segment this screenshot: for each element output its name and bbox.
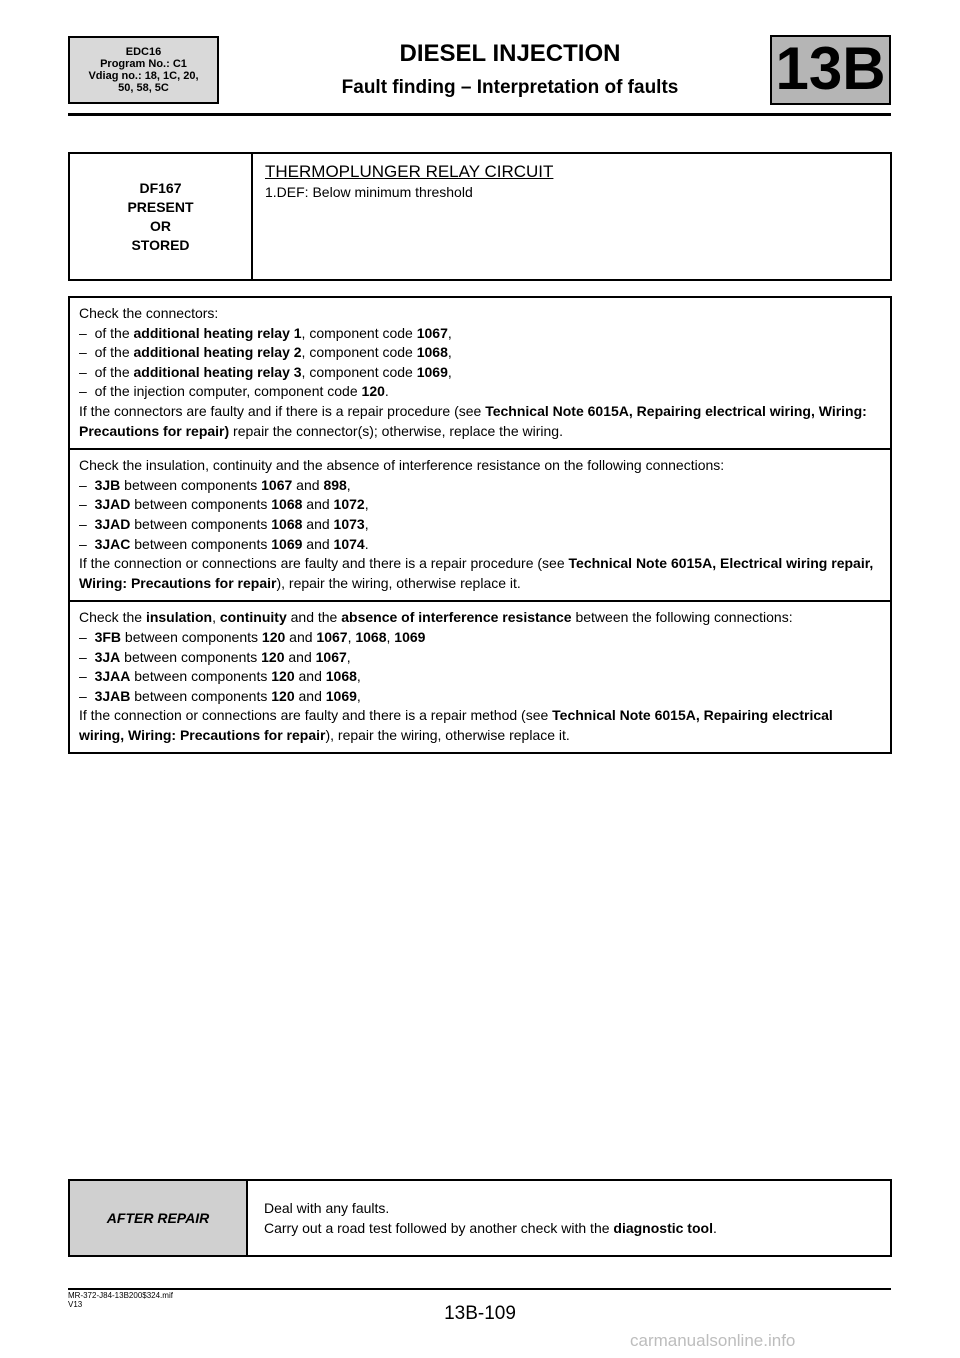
fault-status-line: PRESENT [127,198,194,215]
list-item [79,648,881,668]
text-run: between components [120,476,262,493]
watermark: carmanualsonline.info [630,1331,796,1350]
vehicle-info-line: Vdiag no.: 18, 1C, 20, [88,70,199,82]
doc-ref-file: MR-372-J84-13B200$324.mif [68,1291,173,1300]
emphasis-text: 120 [261,648,285,665]
text-run: between components [130,668,272,685]
vehicle-info-box [68,36,219,104]
list-item [79,476,881,496]
header-divider [68,113,891,116]
emphasis-text: insulation [145,609,213,626]
text-run: between components [130,535,272,552]
text-run: , [212,609,220,626]
text-run: , [356,668,361,685]
text-run: , component code [301,324,417,341]
list-item [79,515,881,535]
emphasis-text: 1073 [333,515,365,532]
text-run: If the connection or connections are faulty and there is a repair procedure (see [79,555,569,572]
emphasis-text: 1068 [325,668,357,685]
text-run: Check the connectors: [79,305,219,321]
emphasis-text: 1069 [271,535,303,552]
text-run: and [302,515,334,532]
after-repair-box [68,1179,892,1257]
check-intro [79,304,881,324]
check-procedure-table [68,296,892,754]
text-run: . [364,535,369,552]
text-run: of the [94,324,134,341]
text-run: ), repair the wiring, otherwise replace it. [276,574,521,591]
text-run: , component code [301,363,417,380]
text-run: , [364,496,369,513]
list-item [79,687,881,707]
fault-status-line: STORED [131,236,190,253]
emphasis-text: 3JAC [94,535,131,552]
page-subtitle: Fault finding – Interpretation of faults [341,77,679,98]
check-list [79,476,881,554]
document-reference [68,1291,173,1309]
section-code-badge: 13B [770,35,891,105]
emphasis-text: absence of interference resistance [341,609,572,626]
emphasis-text: 1067 [416,324,448,341]
list-item [79,667,881,687]
emphasis-text: 1067 [316,628,348,645]
list-item [79,382,881,402]
text-run: between components [130,515,272,532]
after-repair-line [264,1219,717,1239]
emphasis-text: 3JAA [94,668,131,685]
check-step [70,298,890,448]
emphasis-text: 120 [271,668,295,685]
after-repair-line [264,1199,717,1219]
emphasis-text: 1068 [271,515,303,532]
check-intro [79,456,881,476]
list-item [79,343,881,363]
fault-box [68,152,892,281]
list-item [79,324,881,344]
fault-code: DF167 [139,179,182,196]
text-run: and [285,628,317,645]
emphasis-text: 3JB [94,476,121,493]
page-number: 13B-109 [444,1303,516,1324]
list-item [79,628,881,648]
text-run: between components [130,687,272,704]
emphasis-text: continuity [219,609,287,626]
fault-title: THERMOPLUNGER RELAY CIRCUIT [265,162,554,181]
check-intro [79,608,881,628]
emphasis-text: 1072 [333,496,365,513]
text-run: repair the connector(s); otherwise, replace the wiring. [229,422,563,439]
text-run: , [346,476,351,493]
emphasis-text: 898 [323,476,347,493]
emphasis-text: Technical Note 6015A, Repairing electrical wiring, Wiring: Precautions for repair [79,707,833,743]
text-run: , [364,515,369,532]
text-run: and the [286,609,342,626]
emphasis-text: 1074 [333,535,365,552]
emphasis-text: 1069 [394,628,426,645]
check-step [70,448,890,600]
text-run: and [302,535,334,552]
text-run: of the [94,344,134,361]
check-list [79,324,881,402]
text-run: . [384,383,389,400]
emphasis-text: 1067 [315,648,347,665]
emphasis-text: 1068 [271,496,303,513]
text-run: Check the insulation, continuity and the absence of interference resistance on the following connections: [79,457,725,474]
check-outcome [79,554,881,593]
text-run: , component code [301,344,417,361]
text-run: between components [130,496,272,513]
text-run: and [294,687,326,704]
emphasis-text: Technical Note 6015A, Electrical wiring repair, Wiring: Precautions for repair [79,555,874,591]
text-run: , [356,687,361,704]
emphasis-text: 3JAB [94,687,131,704]
emphasis-text: 1067 [261,476,293,493]
text-run: and [292,476,324,493]
text-run: , [347,628,356,645]
doc-version: V13 [68,1300,83,1309]
text-run: and [302,496,334,513]
text-run: Check the [79,609,146,626]
text-run: , [447,344,452,361]
text-run: and [294,668,326,685]
text-run: and [284,648,316,665]
text-run: between components [120,648,262,665]
emphasis-text: 3FB [94,628,122,645]
text-run: between the following connections: [571,609,793,626]
emphasis-text: Technical Note 6015A, Repairing electrical wiring, Wiring: Precautions for repair) [79,402,867,439]
emphasis-text: additional heating relay 2 [133,344,302,361]
fault-status-line: OR [150,217,171,234]
check-list [79,628,881,706]
emphasis-text: additional heating relay 3 [133,363,302,380]
text-run: of the injection computer, component code [94,383,362,400]
vehicle-info-line: 50, 58, 5C [118,82,169,94]
vehicle-info-line: Program No.: C1 [100,58,187,70]
text-run: , [447,363,452,380]
text-run: ), repair the wiring, otherwise replace it. [325,726,570,743]
emphasis-text: additional heating relay 1 [133,324,302,341]
text-run: If the connectors are faulty and if there is a repair procedure (see [79,402,486,419]
emphasis-text: 1069 [325,687,357,704]
emphasis-text: 120 [261,628,286,645]
emphasis-text: 3JAD [94,515,131,532]
emphasis-text: 1069 [416,363,448,380]
emphasis-text: 3JA [94,648,121,665]
text-run: , [346,648,351,665]
list-item [79,495,881,515]
after-repair-text [248,1181,727,1255]
emphasis-text: 1068 [355,628,387,645]
text-run: of the [94,363,134,380]
page-title: DIESEL INJECTION [399,40,621,67]
fault-detail [253,154,565,279]
text-run: , [447,324,452,341]
list-item [79,535,881,555]
emphasis-text: 1068 [416,344,448,361]
text-run: Deal with any faults. [264,1200,390,1216]
emphasis-text: 120 [361,383,385,400]
emphasis-text: 120 [271,687,295,704]
text-run: If the connection or connections are faulty and there is a repair method (see [79,707,553,724]
check-step [70,600,890,752]
list-item [79,363,881,383]
emphasis-text: 3JAD [94,496,131,513]
fault-description: 1.DEF: Below minimum threshold [265,184,473,200]
text-run: . [712,1219,717,1236]
fault-status [70,154,253,279]
emphasis-text: diagnostic tool [613,1219,713,1236]
vehicle-info-line: EDC16 [125,46,162,58]
after-repair-label: AFTER REPAIR [70,1181,248,1255]
text-run: Carry out a road test followed by another check with the [264,1219,614,1236]
text-run: between components [121,628,262,645]
check-outcome [79,402,881,441]
footer-divider [68,1288,891,1290]
text-run: , [386,628,395,645]
check-outcome [79,706,881,745]
